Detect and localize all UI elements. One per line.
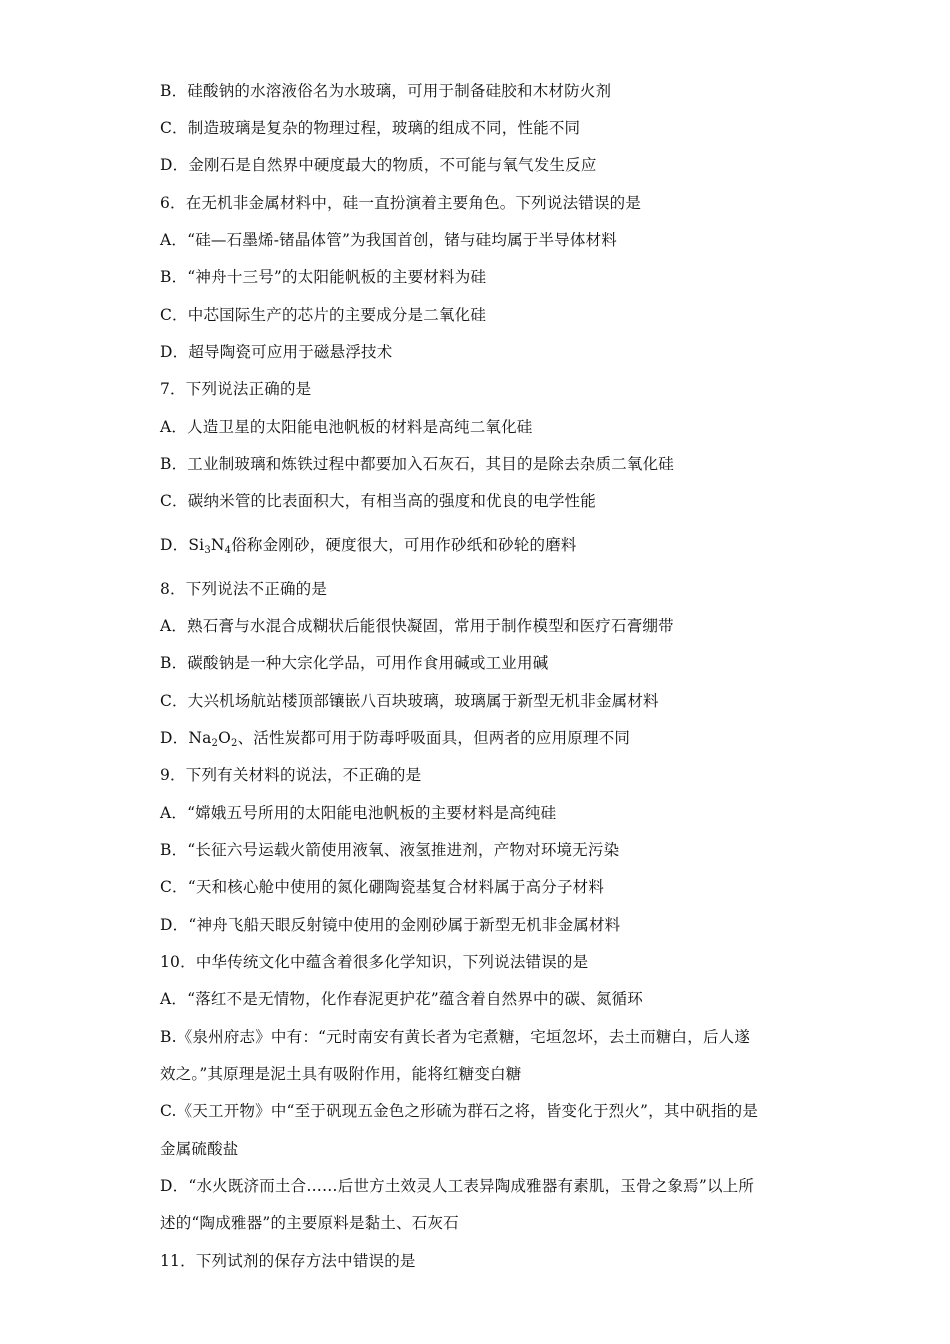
question-7: 7．下列说法正确的是: [160, 380, 312, 398]
question-10: 10．中华传统文化中蕴含着很多化学知识，下列说法错误的是: [160, 953, 589, 971]
question-6: 6．在无机非金属材料中，硅一直扮演着主要角色。下列说法错误的是: [160, 194, 642, 212]
option-6b: B．“神舟十三号”的太阳能帆板的主要材料为硅: [160, 268, 487, 286]
option-7c: C．碳纳米管的比表面积大，有相当高的强度和优良的电学性能: [160, 492, 596, 510]
option-8d: D．$Na_2O_2$、活性炭都可用于防毒呼吸面具，但两者的应用原理不同: [160, 729, 631, 749]
option-7d: D．$Si_3N_4$俗称金刚砂，硬度很大，可用作砂纸和砂轮的磨料: [160, 536, 577, 556]
question-8: 8．下列说法不正确的是: [160, 580, 328, 598]
option-9b: B．“长征六号运载火箭使用液氧、液氢推进剂，产物对环境无污染: [160, 841, 620, 859]
option-10d-cont: 述的“陶成雅器”的主要原料是黏土、石灰石: [160, 1214, 459, 1232]
option-10a: A．“落红不是无情物，化作春泥更护花”蕴含着自然界中的碳、氮循环: [160, 990, 643, 1008]
question-9: 9．下列有关材料的说法，不正确的是: [160, 766, 422, 784]
option-5b: B．硅酸钠的水溶液俗名为水玻璃，可用于制备硅胶和木材防火剂: [160, 82, 612, 100]
option-10c-cont: 金属硫酸盐: [160, 1140, 239, 1158]
option-8a: A．熟石膏与水混合成糊状后能很快凝固，常用于制作模型和医疗石膏绷带: [160, 617, 674, 635]
option-7a: A．人造卫星的太阳能电池帆板的材料是高纯二氧化硅: [160, 418, 533, 436]
option-6d: D．超导陶瓷可应用于磁悬浮技术: [160, 343, 393, 361]
option-7b: B．工业制玻璃和炼铁过程中都要加入石灰石，其目的是除去杂质二氧化硅: [160, 455, 674, 473]
option-10d: D．“水火既济而土合……后世方土效灵人工表异陶成雅器有素肌，玉骨之象焉”以上所: [160, 1177, 755, 1195]
option-8c: C．大兴机场航站楼顶部镶嵌八百块玻璃，玻璃属于新型无机非金属材料: [160, 692, 659, 710]
option-6a: A．“硅—石墨烯-锗晶体管”为我国首创，锗与硅均属于半导体材料: [160, 231, 617, 249]
option-10c: C.《天工开物》中“至于矾现五金色之形硫为群石之将，皆变化于烈火”，其中矾指的是: [160, 1102, 759, 1120]
option-5c: C．制造玻璃是复杂的物理过程，玻璃的组成不同，性能不同: [160, 119, 581, 137]
option-10b-cont: 效之。”其原理是泥土具有吸附作用，能将红糖变白糖: [160, 1065, 522, 1083]
option-9a: A．“嫦娥五号所用的太阳能电池帆板的主要材料是高纯硅: [160, 804, 557, 822]
option-8b: B．碳酸钠是一种大宗化学品，可用作食用碱或工业用碱: [160, 654, 549, 672]
option-9c: C．“天和核心舱中使用的氮化硼陶瓷基复合材料属于高分子材料: [160, 878, 605, 896]
option-9d: D．“神舟飞船天眼反射镜中使用的金刚砂属于新型无机非金属材料: [160, 916, 621, 934]
option-6c: C．中芯国际生产的芯片的主要成分是二氧化硅: [160, 306, 487, 324]
question-11: 11．下列试剂的保存方法中错误的是: [160, 1252, 416, 1270]
option-5d: D．金刚石是自然界中硬度最大的物质，不可能与氧气发生反应: [160, 156, 597, 174]
option-10b: B.《泉州府志》中有：“元时南安有黄长者为宅煮糖，宅垣忽坏，去土而糖白，后人遂: [160, 1028, 751, 1046]
